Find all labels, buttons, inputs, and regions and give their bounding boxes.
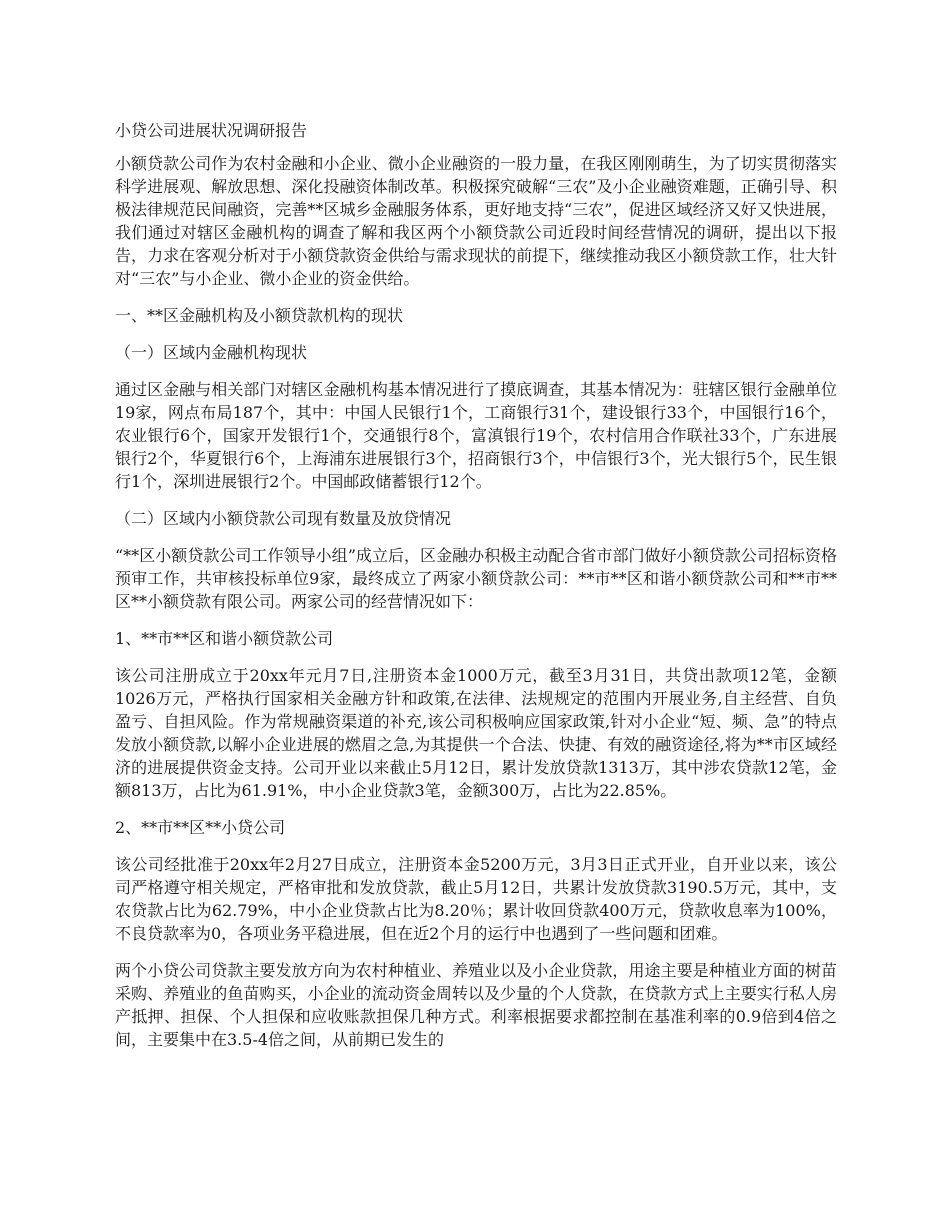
company-2-heading: 2、**市**区**小贷公司 [115,818,286,837]
intro-paragraph: 小额贷款公司作为农村金融和小企业、微小企业融资的一股力量，在我区刚刚萌生，为了切实贯彻落实科学进展观、解放思想、深化投融资体制改革。积极探究破解“三农”及小企业融资难题，正确引导、积极法律规范民间融资，完善**区城乡金融服务体系，更好地支持“三农”，促进区域经济又好又快进展，我们通过对辖区金融机构的调查了解和我区两个小额贷款公司近段时间经营情况的调研，提出以下报告，力求在客观分析对于小额贷款资金供给与需求现状的前提下，继续推动我区小额贷款工作，壮大针对“三农”与小企业、微小企业的资金供给。 [115,154,837,288]
summary-paragraph: 两个小贷公司贷款主要发放方向为农村种植业、养殖业以及小企业贷款，用途主要是种植业方面的树苗采购、养殖业的鱼苗购买，小企业的流动资金周转以及少量的个人贷款，在贷款方式上主要实行私人房产抵押、担保、个人担保和应收账款担保几种方式。利率根据要求都控制在基准利率的0.9倍到4倍之间，主要集中在3.5-4倍之间，从前期已发生的 [115,961,837,1049]
section-1-1-heading: （一）区域内金融机构现状 [115,343,308,362]
company-2-paragraph: 该公司经批准于20xx年2月27日成立，注册资本金5200万元，3月3日正式开业，自开业以来，该公司严格遵守相关规定，严格审批和发放贷款，截止5月12日，共累计发放贷款3190.5万元，其中，支农贷款占比为62.79%，中小企业贷款占比为8.20％；累计收回贷款400万元，贷款收息率为100%，不良贷款率为0，各项业务平稳进展，但在近2个月的运行中也遇到了一些问题和团难。 [115,855,837,943]
company-1-paragraph: 该公司注册成立于20xx年元月7日,注册资本金1000万元，截至3月31日，共贷出款项12笔，金额1026万元，严格执行国家相关金融方针和政策,在法律、法规规定的范围内开展业务,自主经营、自负盈亏、自担风险。作为常规融资渠道的补充,该公司积极响应国家政策,针对小企业“短、频、急”的特点发放小额贷款,以解小企业进展的燃眉之急,为其提供一个合法、快捷、有效的融资途径,将为**市区域经济的进展提供资金支持。公司开业以来截止5月12日，累计发放贷款1313万，其中涉农贷款12笔，金额813万，占比为61.91%，中小企业贷款3笔，金额300万，占比为22.85%。 [115,666,837,800]
section-1-2-heading: （二）区域内小额贷款公司现有数量及放贷情况 [115,509,452,528]
company-1-heading: 1、**市**区和谐小额贷款公司 [115,629,334,648]
document-title: 小贷公司进展状况调研报告 [115,121,308,140]
section-1-heading: 一、**区金融机构及小额贷款机构的现状 [115,306,404,325]
section-1-1-paragraph: 通过区金融与相关部门对辖区金融机构基本情况进行了摸底调查，其基本情况为：驻辖区银行金融单位19家，网点布局187个，其中：中国人民银行1个，工商银行31个，建设银行33个，中国银行16个，农业银行6个，国家开发银行1个，交通银行8个，富滇银行19个，农村信用合作联社33个，广东进展银行2个，华夏银行6个，上海浦东进展银行3个，招商银行3个，中信银行3个，光大银行5个，民生银行1个，深圳进展银行2个。中国邮政储蓄银行12个。 [115,380,837,491]
section-1-2-paragraph: “**区小额贷款公司工作领导小组”成立后，区金融办积极主动配合省市部门做好小额贷款公司招标资格预审工作，共审核投标单位9家，最终成立了两家小额贷款公司：**市**区和谐小额贷款公司和**市**区**小额贷款有限公司。两家公司的经营情况如下： [115,546,837,611]
document-page [115,118,837,1065]
